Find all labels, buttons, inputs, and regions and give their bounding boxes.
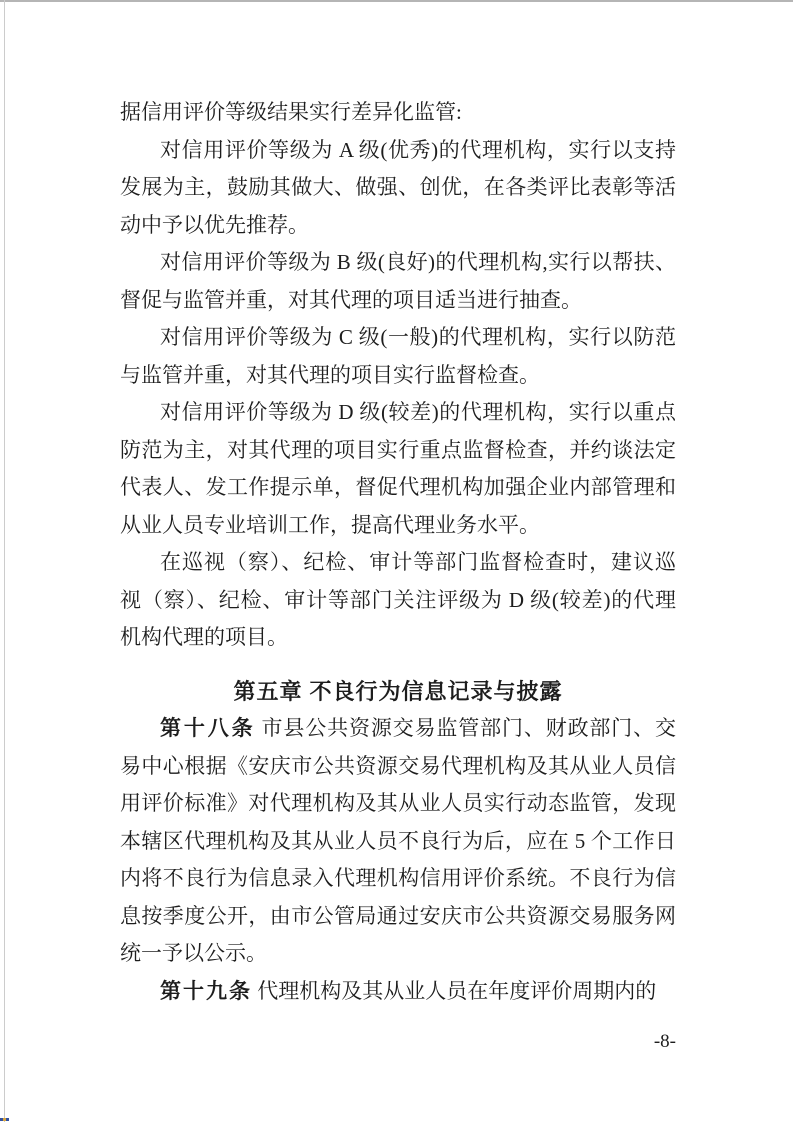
- text-line: 在巡视（察）、纪检、审计等部门监督检查时，建议巡: [160, 550, 676, 574]
- text-line: 视（察）、纪检、审计等部门关注评级为 D 级(较差)的代理: [120, 587, 676, 612]
- chapter-heading: 第五章 不良行为信息记录与披露: [233, 678, 563, 704]
- text-line: 与监管并重，对其代理的项目实行监督检查。: [120, 362, 540, 387]
- text-line: 对信用评价等级为 B 级(良好)的代理机构,实行以帮扶、: [160, 250, 676, 274]
- page-border-top: [0, 0, 793, 2]
- text-line: 息按季度公开，由市公管局通过安庆市公共资源交易服务网: [120, 903, 676, 928]
- text-line: 易中心根据《安庆市公共资源交易代理机构及其从业人员信: [120, 753, 676, 778]
- text-line: 动中予以优先推荐。: [120, 212, 309, 237]
- text-line: 发展为主，鼓励其做大、做强、创优，在各类评比表彰等活: [120, 175, 676, 199]
- document-body: [120, 94, 676, 1010]
- text-line: 统一予以公示。: [120, 941, 267, 965]
- text-line: 据信用评价等级结果实行差异化监管:: [120, 100, 462, 124]
- page-number: -8-: [653, 1031, 676, 1052]
- text-line: 内将不良行为信息录入代理机构信用评价系统。不良行为信: [120, 866, 676, 890]
- text-line: 用评价标准》对代理机构及其从业人员实行动态监管，发现: [120, 791, 676, 815]
- scan-artifact: [0, 1118, 9, 1121]
- text-line: 从业人员专业培训工作，提高代理业务水平。: [120, 512, 540, 537]
- text-line: 对信用评价等级为 D 级(较差)的代理机构，实行以重点: [160, 400, 676, 424]
- text-line: 督促与监管并重，对其代理的项目适当进行抽查。: [120, 287, 582, 312]
- article-number: 第十九条: [160, 979, 252, 1003]
- text-line: 对信用评价等级为 A 级(优秀)的代理机构，实行以支持: [160, 137, 676, 162]
- text-line: 防范为主，对其代理的项目实行重点监督检查，并约谈法定: [120, 437, 676, 462]
- text-line: 对信用评价等级为 C 级(一般)的代理机构，实行以防范: [160, 325, 676, 349]
- text-line: 代表人、发工作提示单，督促代理机构加强企业内部管理和: [120, 475, 676, 499]
- article-number: 第十八条: [160, 717, 256, 740]
- page-border-left: [4, 0, 5, 1122]
- text-line: 本辖区代理机构及其从业人员不良行为后，应在 5 个工作日: [120, 828, 676, 853]
- text-line: 机构代理的项目。: [120, 625, 288, 649]
- text-line: 第十八条 市县公共资源交易监管部门、财政部门、交: [160, 716, 676, 740]
- text-line: 第十九条 代理机构及其从业人员在年度评价周期内的: [160, 978, 657, 1003]
